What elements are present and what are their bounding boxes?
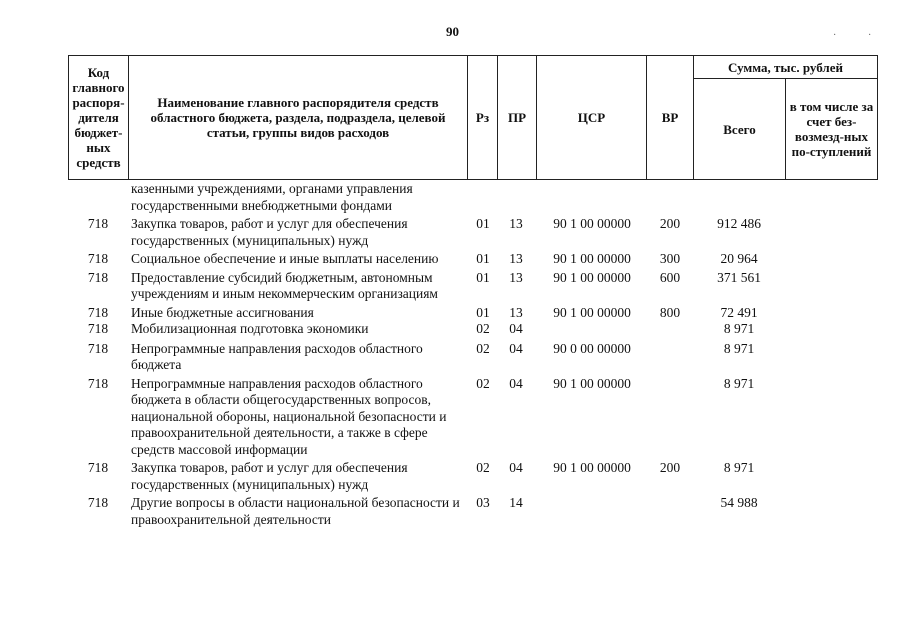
row-total: 8 971: [723, 375, 755, 391]
row-total: 72 491: [720, 304, 758, 320]
table-row: [0, 495, 905, 528]
row-csr: 90 0 00 00000: [553, 340, 631, 356]
table-row: [0, 376, 905, 459]
row-rz: 01: [476, 251, 490, 266]
row-name: Непрограммные направления расходов областного бюджета: [131, 340, 423, 372]
row-pr: 13: [509, 304, 523, 320]
row-vr: 200: [659, 460, 681, 475]
row-code: 718: [87, 495, 109, 510]
row-name: Непрограммные направления расходов областного бюджета в области общегосударственных вопросов, национальной обороны, национальной безопасности и правоохранительной деятельности, а также в сфере средств массовой информации: [131, 375, 447, 457]
row-name: Социальное обеспечение и иные выплаты населению: [131, 251, 439, 266]
scan-mark: ·: [868, 30, 872, 41]
row-name: казенными учреждениями, органами управления государственными внебюджетными фондами: [131, 181, 413, 213]
row-code: 718: [87, 269, 109, 285]
row-vr: 800: [659, 304, 681, 320]
table-row: [0, 321, 905, 338]
row-rz: 01: [476, 269, 490, 285]
row-code: 718: [87, 216, 109, 231]
row-name: Закупка товаров, работ и услуг для обеспечения государственных (муниципальных) нужд: [131, 460, 408, 492]
row-pr: 14: [509, 495, 523, 510]
row-total: 371 561: [717, 269, 761, 285]
header-name: Наименование главного распорядителя средств областного бюджета, раздела, подраздела, целевой статьи, группы видов расходов: [150, 95, 446, 140]
row-csr: 90 1 00 00000: [553, 375, 631, 391]
table-row: [0, 270, 905, 303]
row-code: 718: [87, 340, 109, 356]
row-pr: 04: [509, 340, 523, 356]
row-pr: 04: [509, 460, 523, 475]
row-name: Иные бюджетные ассигнования: [131, 304, 314, 320]
row-rz: 03: [476, 495, 490, 510]
row-pr: 13: [509, 269, 523, 285]
row-name: Предоставление субсидий бюджетным, автономным учреждениям и иным некоммерческим организациям: [131, 269, 438, 301]
row-rz: 02: [476, 321, 490, 336]
page-number: 90: [446, 24, 459, 39]
row-csr: 90 1 00 00000: [553, 269, 631, 285]
row-pr: 13: [509, 251, 523, 266]
table-row: [0, 181, 905, 214]
row-total: 54 988: [720, 495, 758, 510]
row-vr: 200: [659, 216, 681, 231]
row-total: 912 486: [717, 216, 761, 231]
row-name: Закупка товаров, работ и услуг для обеспечения государственных (муниципальных) нужд: [131, 216, 408, 248]
table-row: [0, 216, 905, 249]
row-csr: 90 1 00 00000: [553, 251, 631, 266]
table-row: [0, 305, 905, 322]
row-csr: 90 1 00 00000: [553, 216, 631, 231]
row-code: 718: [87, 375, 109, 391]
scan-mark: ·: [833, 30, 837, 41]
row-rz: 02: [476, 340, 490, 356]
row-rz: 02: [476, 460, 490, 475]
table-body: [0, 181, 905, 528]
header-csr: ЦСР: [577, 110, 606, 125]
row-name: Другие вопросы в области национальной безопасности и правоохранительной деятельности: [131, 495, 460, 527]
table-row: [0, 460, 905, 493]
header-including: в том числе за счет без-возмезд-ных по-ступлений: [789, 99, 874, 159]
row-total: 8 971: [723, 321, 755, 336]
header-sum: Сумма, тыс. рублей: [728, 59, 843, 75]
row-vr: 600: [659, 269, 681, 285]
header-rz: Рз: [475, 110, 490, 125]
row-csr: 90 1 00 00000: [553, 460, 631, 475]
row-pr: 04: [509, 321, 523, 336]
row-rz: 01: [476, 216, 490, 231]
header-vr: ВР: [661, 110, 679, 125]
table-row: [0, 251, 905, 268]
row-code: 718: [87, 321, 109, 336]
table-row: [0, 341, 905, 374]
header-total: Всего: [723, 121, 756, 137]
row-vr: 300: [659, 251, 681, 266]
row-total: 20 964: [720, 251, 758, 266]
header-code: Код главного распоря-дителя бюджет-ных средств: [72, 65, 125, 170]
row-csr: 90 1 00 00000: [553, 304, 631, 320]
row-code: 718: [87, 304, 109, 320]
row-pr: 04: [509, 375, 523, 391]
row-pr: 13: [509, 216, 523, 231]
row-name: Мобилизационная подготовка экономики: [131, 321, 369, 336]
row-total: 8 971: [723, 340, 755, 356]
row-rz: 02: [476, 375, 490, 391]
row-rz: 01: [476, 304, 490, 320]
row-code: 718: [87, 251, 109, 266]
header-pr: ПР: [507, 110, 527, 125]
row-code: 718: [87, 460, 109, 475]
row-total: 8 971: [723, 460, 755, 475]
